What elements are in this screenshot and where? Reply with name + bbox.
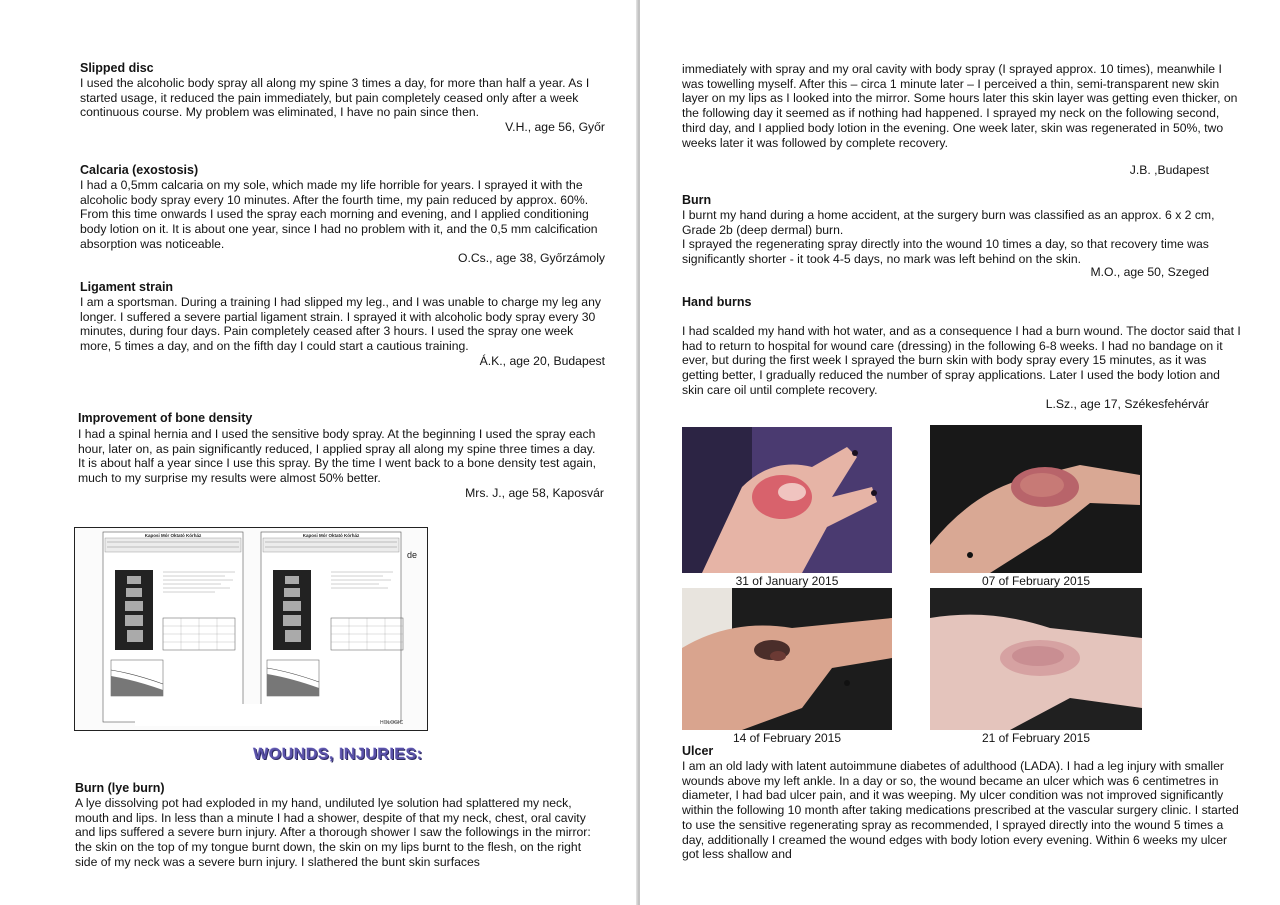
ligament-signature: Á.K., age 20, Budapest (479, 354, 605, 368)
photo-caption-3: 14 of February 2015 (732, 731, 842, 745)
lye-burn-continuation-body: immediately with spray and my oral cavity with body spray (I sprayed approx. 10 times), meanwhile I was towelling myself. After this – circa 1 minute later – I perceived a thin, semi-transparent new skin layer on my lips as I looked into the mirror. Some hours later this skin layer was getting even thicker, on the following day it seemed as if nothing had happened. I sprayed my neck on the following second, third day, and I applied body lotion in the evening. One week later, skin was regenerated in 50%, two weeks later it was followed by complete recovery. (682, 62, 1238, 150)
burn-photo-3 (682, 588, 892, 730)
lye-burn-body: A lye dissolving pot had exploded in my hand, undiluted lye solution had splattered my neck, mouth and lips. In less than a minute I had a shower, despite of that my neck, chest, oral cavity and lips suffered a severe burn injury. After a thorough shower I saw the followings in the mirror: the skin on the top of my tongue burnt down, the skin on my lips burnt to the flesh, on the right side of my neck was a severe burn injury. I slathered the bunt skin surfaces (75, 796, 591, 869)
photo-caption-2: 07 of February 2015 (981, 574, 1091, 588)
photo-caption-1: 31 of January 2015 (735, 574, 839, 588)
calcaria-signature: O.Cs., age 38, Győrzámoly (458, 251, 605, 265)
burn-photo-2 (930, 425, 1142, 573)
ligament-body: I am a sportsman. During a training I had slipped my leg., and I was unable to charge my leg any longer. I suffered a severe partial ligament strain. I sprayed it with alcoholic body spray every 30 minutes, during four days. Pain completely ceased after 3 hours. I used the spray one week more, 5 times a day, and on the fifth day I could start a cautious training. (80, 295, 601, 354)
bone-density-title: Improvement of bone density (78, 411, 253, 425)
burn-signature: M.O., age 50, Szeged (1090, 265, 1209, 279)
scan-brand: HOLOGIC (380, 720, 404, 726)
hand-burns-body: I had scalded my hand with hot water, and as a consequence I had a burn wound. The doctor said that I had to return to hospital for wound care (dressing) in the following 6-8 weeks. I had no bandage on it ever, but during the first week I sprayed the burn skin with body spray every 15 minutes, as it was getting better, I gradually reduced the number of spray applications. Later I used the body lotion and skin care oil until complete recovery. (682, 324, 1241, 397)
scan-report-right (261, 532, 417, 722)
burn-title: Burn (682, 193, 712, 207)
left-page (0, 0, 638, 905)
right-page (640, 0, 1280, 905)
scan-report-left (103, 532, 243, 722)
section-title-wounds: WOUNDS, INJURIES: (253, 746, 423, 763)
bone-density-body: I had a spinal hernia and I used the sensitive body spray. At the beginning I used the spray each hour, later on, as pain significantly reduced, I applied spray all along my spine three times a day. It is about half a year since I use this spray. By the time I went back to a bone density test again, much to my surprise my results were almost 50% better. (78, 427, 597, 486)
scan-header-right: Kaposi Mór Oktató Kórház (302, 533, 360, 538)
photo-caption-4: 21 of February 2015 (981, 731, 1091, 745)
burn-body-2: I sprayed the regenerating spray directly into the wound 10 times a day, so that recovery time was significantly shorter - it took 4-5 days, no mark was left behind on the skin. (682, 237, 1209, 266)
hand-burns-signature: L.Sz., age 17, Székesfehérvár (1045, 397, 1209, 411)
ulcer-body: I am an old lady with latent autoimmune diabetes of adulthood (LADA). I had a leg injury with smaller wounds above my left ankle. In a day or so, the wound became an ulcer which was 6 centimetres in diameter, I had bad ulcer pain, and it was weeping. My ulcer condition was not improved significantly within the following 10 month after taking medications prescribed at the vascular surgery clinic. I started to use the sensitive regenerating spray as recommended, I sprayed directly into the wound 5 times a day, additionally I creamed the wound edges with body lotion every evening. Within 6 weeks my ulcer got less shallow and (682, 759, 1239, 862)
burn-body-1: I burnt my hand during a home accident, at the surgery burn was classified as an approx. 6 x 2 cm, Grade 2b (deep dermal) burn. (682, 208, 1215, 237)
ligament-title: Ligament strain (80, 280, 174, 294)
calcaria-body: I had a 0,5mm calcaria on my sole, which made my life horrible for years. I sprayed it with the alcoholic body spray every 10 minutes. After the fourth time, my pain reduced by approx. 60%. From this time onwards I used the spray each morning and evening, and I applied conditioning body lotion on it. It is about one year, since I had no problem with it, and the 0,5 mm calcification absorption was noticeable. (80, 178, 598, 251)
hand-burns-title: Hand burns (682, 295, 752, 309)
slipped-disc-title: Slipped disc (80, 61, 154, 75)
scan-header-left: Kaposi Mór Oktató Kórház (144, 533, 202, 538)
ulcer-title: Ulcer (682, 744, 714, 758)
slipped-disc-signature: V.H., age 56, Győr (505, 120, 605, 134)
calcaria-title: Calcaria (exostosis) (80, 163, 199, 177)
slipped-disc-body: I used the alcoholic body spray all along my spine 3 times a day, for more than half a year. As I started usage, it reduced the pain immediately, but pain completely ceased only after a week continuous course. My problem was eliminated, I have no pain since then. (80, 76, 590, 120)
scan-stamp: de (407, 550, 418, 560)
bone-density-scan-image (74, 527, 428, 731)
burn-photo-1 (682, 427, 892, 573)
burn-photo-4 (930, 588, 1142, 730)
lye-burn-signature: J.B. ,Budapest (1129, 163, 1209, 177)
lye-burn-title: Burn (lye burn) (75, 781, 165, 795)
bone-density-signature: Mrs. J., age 58, Kaposvár (465, 486, 604, 500)
